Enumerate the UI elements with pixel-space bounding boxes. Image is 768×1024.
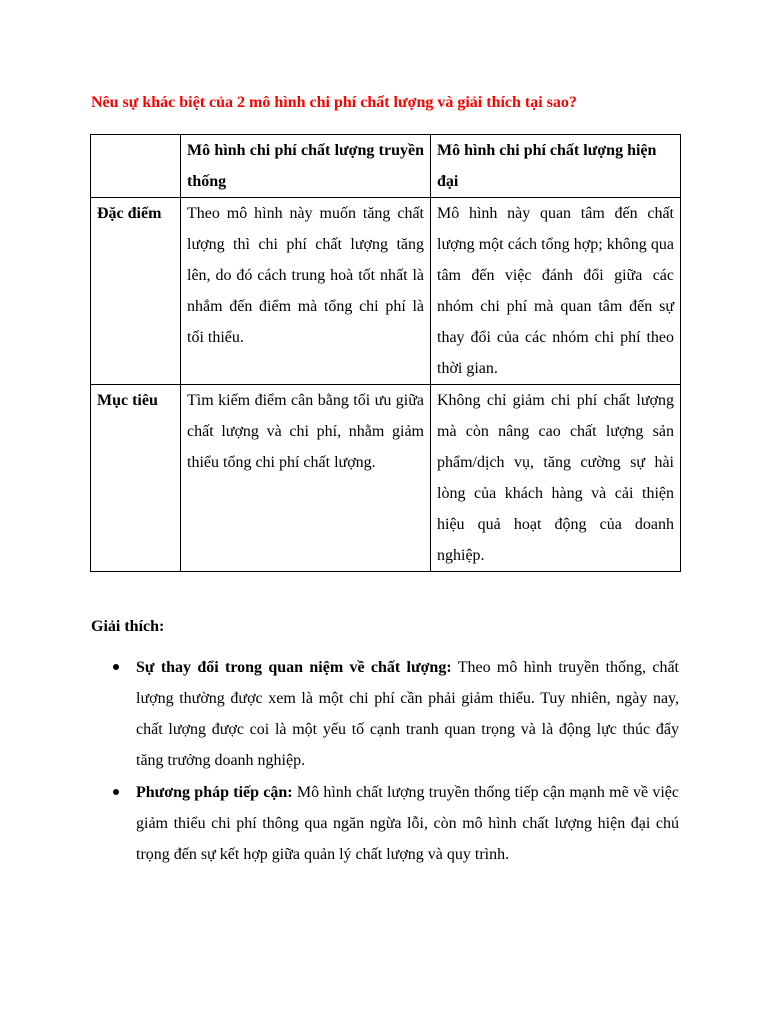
header-empty-cell: [91, 135, 181, 198]
row-label-characteristics: Đặc điểm: [91, 198, 181, 385]
objective-modern: Không chỉ giảm chi phí chất lượng mà còn nâng cao chất lượng sản phẩm/dịch vụ, tăng cường sự hài lòng của khách hàng và cải thiện hiệu quả hoạt động của doanh nghiệp.: [431, 385, 681, 572]
characteristics-modern: Mô hình này quan tâm đến chất lượng một cách tổng hợp; không qua tâm đến việc đánh đổi giữa các nhóm chi phí mà quan tâm đến sự thay đổi của các nhóm chi phí theo thời gian.: [431, 198, 681, 385]
explanation-heading: Giải thích:: [91, 618, 165, 635]
bullet-text: Mô hình chất lượng truyền thống tiếp cận mạnh mẽ về việc giảm thiểu chi phí thông qua ngăn ngừa lỗi, còn mô hình chất lượng hiện đại chú trọng đến sự kết hợp giữa quản lý chất lượng và quy trình.: [136, 784, 679, 863]
row-label-objective: Mục tiêu: [91, 385, 181, 572]
table-row: [91, 198, 681, 385]
bullet-text: Theo mô hình truyền thống, chất lượng thường được xem là một chi phí cần phải giảm thiểu. Tuy nhiên, ngày nay, chất lượng được coi là một yếu tố cạnh tranh quan trọng và là động lực thúc đẩy tăng trưởng doanh nghiệp.: [136, 659, 680, 769]
list-item: [91, 652, 679, 776]
bullet-title: Phương pháp tiếp cận:: [136, 784, 293, 801]
question-heading: Nêu sự khác biệt của 2 mô hình chi phí chất lượng và giải thích tại sao?: [91, 94, 577, 111]
objective-traditional: Tìm kiếm điểm cân bằng tối ưu giữa chất lượng và chi phí, nhằm giảm thiểu tổng chi phí chất lượng.: [181, 385, 431, 572]
header-traditional-model: Mô hình chi phí chất lượng truyền thống: [181, 135, 431, 198]
bullet-title: Sự thay đổi trong quan niệm về chất lượng:: [136, 659, 452, 676]
bullet-icon: [113, 664, 119, 670]
table-row: [91, 385, 681, 572]
explanation-list: [91, 652, 679, 871]
comparison-table: [90, 134, 681, 572]
table-header-row: [91, 135, 681, 198]
header-modern-model: Mô hình chi phí chất lượng hiện đại: [431, 135, 681, 198]
characteristics-traditional: Theo mô hình này muốn tăng chất lượng thì chi phí chất lượng tăng lên, do đó cách trung hoà tốt nhất là nhắm đến điểm mà tổng chi phí là tối thiểu.: [181, 198, 431, 385]
list-item: [91, 777, 679, 870]
bullet-icon: [113, 789, 119, 795]
